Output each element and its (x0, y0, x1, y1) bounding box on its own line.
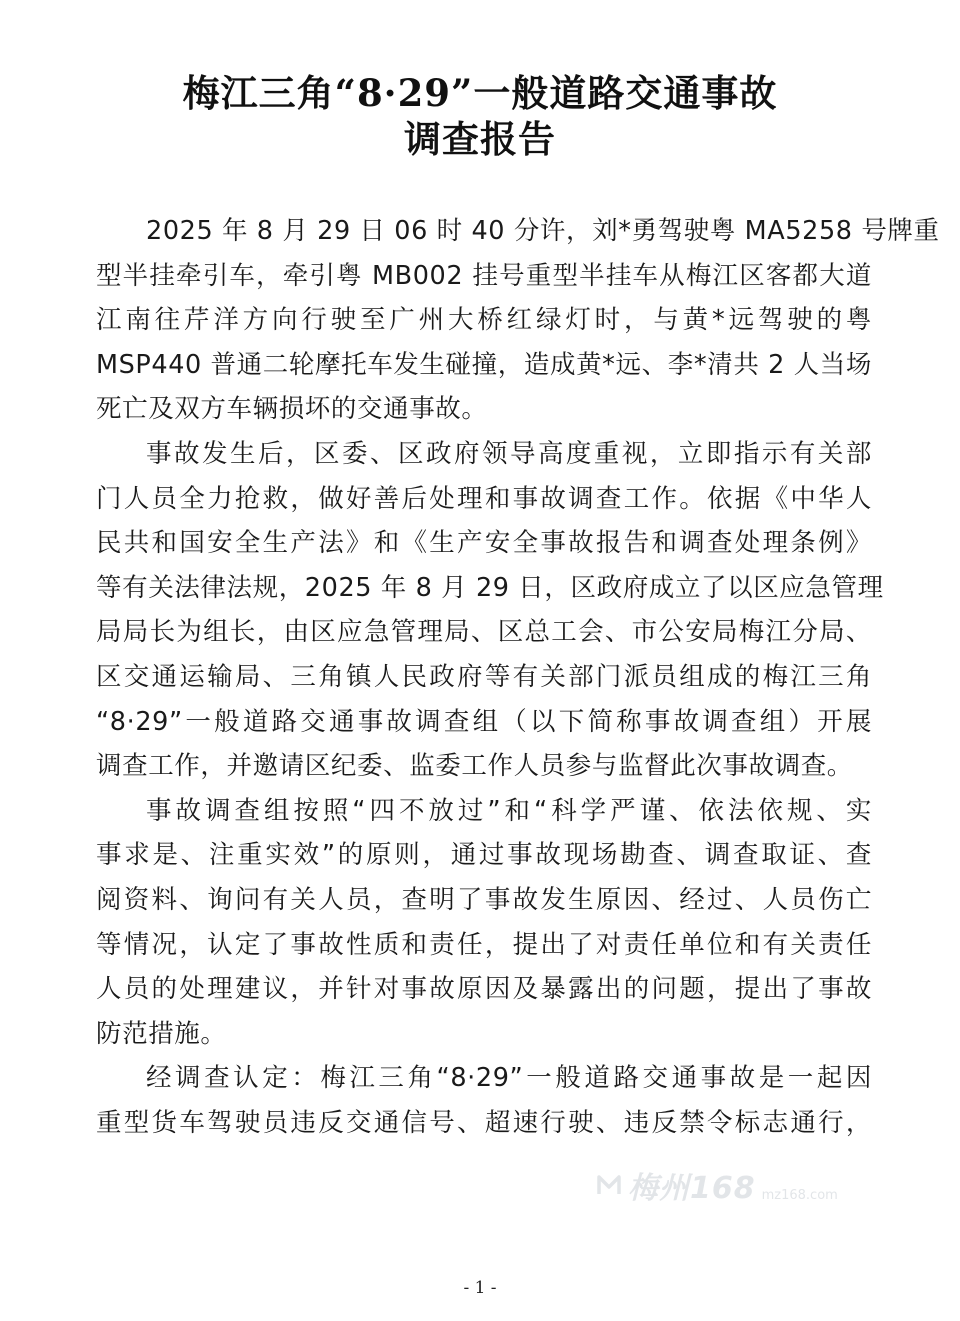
paragraph-line: 型半挂牵引车，牵引粤 MB002 挂号重型半挂车从梅江区客都大道 (96, 260, 872, 291)
paragraph-line: 等有关法律法规，2025 年 8 月 29 日，区政府成立了以区应急管理 (96, 572, 884, 603)
paragraph-line: 区交通运输局、三角镇人民政府等有关部门派员组成的梅江三角 (96, 661, 872, 692)
paragraph-1 (96, 209, 940, 432)
paragraph-line: 防范措施。 (96, 1018, 227, 1049)
document-body (96, 209, 940, 1145)
watermark-domain: mz168.com (761, 1188, 838, 1203)
document-title-line-1: 梅江三角“8·29”一般道路交通事故 (182, 71, 778, 115)
paragraph-line: 事故调查组按照“四不放过”和“科学严谨、依法依规、实 (146, 795, 872, 826)
paragraph-line: 死亡及双方车辆损坏的交通事故。 (96, 394, 488, 425)
paragraph-line: 民共和国安全生产法》和《生产安全事故报告和调查处理条例》 (96, 528, 872, 559)
paragraph-line: 重型货车驾驶员违反交通信号、超速行驶、违反禁令标志通行， (96, 1107, 872, 1138)
m-logo-icon (596, 1172, 622, 1198)
paragraph-line: 局局长为组长，由区应急管理局、区总工会、市公安局梅江分局、 (96, 617, 872, 648)
page-number: - 1 - (463, 1278, 497, 1298)
paragraph-line: 2025 年 8 月 29 日 06 时 40 分许，刘*勇驾驶粤 MA5258 号牌重 (146, 216, 940, 246)
paragraph-line: 经调查认定：梅江三角“8·29”一般道路交通事故是一起因 (146, 1063, 872, 1094)
document-title-line-2: 调查报告 (404, 117, 556, 161)
paragraph-line: 等情况，认定了事故性质和责任，提出了对责任单位和有关责任 (96, 929, 872, 960)
paragraph-line: 阅资料、询问有关人员，查明了事故发生原因、经过、人员伤亡 (96, 884, 872, 915)
watermark-text: 梅州168 (628, 1171, 756, 1206)
paragraph-line: 事求是、注重实效”的原则，通过事故现场勘查、调查取证、查 (96, 840, 872, 871)
paragraph-line: 事故发生后，区委、区政府领导高度重视，立即指示有关部 (146, 438, 872, 469)
paragraph-line: 门人员全力抢救，做好善后处理和事故调查工作。依据《中华人 (96, 483, 872, 514)
paragraph-4 (96, 1056, 872, 1145)
paragraph-line: 江南往芹洋方向行驶至广州大桥红绿灯时，与黄*远驾驶的粤 (96, 305, 872, 336)
paragraph-2 (96, 432, 884, 789)
site-watermark (596, 1163, 838, 1207)
paragraph-line: “8·29”一般道路交通事故调查组（以下简称事故调查组）开展 (96, 706, 872, 737)
paragraph-line: 调查工作，并邀请区纪委、监委工作人员参与监督此次事故调查。 (96, 751, 853, 782)
paragraph-line: 人员的处理建议，并针对事故原因及暴露出的问题，提出了事故 (96, 974, 872, 1005)
paragraph-3 (96, 789, 872, 1057)
paragraph-line: MSP440 普通二轮摩托车发生碰撞，造成黄*远、李*清共 2 人当场 (96, 349, 872, 380)
